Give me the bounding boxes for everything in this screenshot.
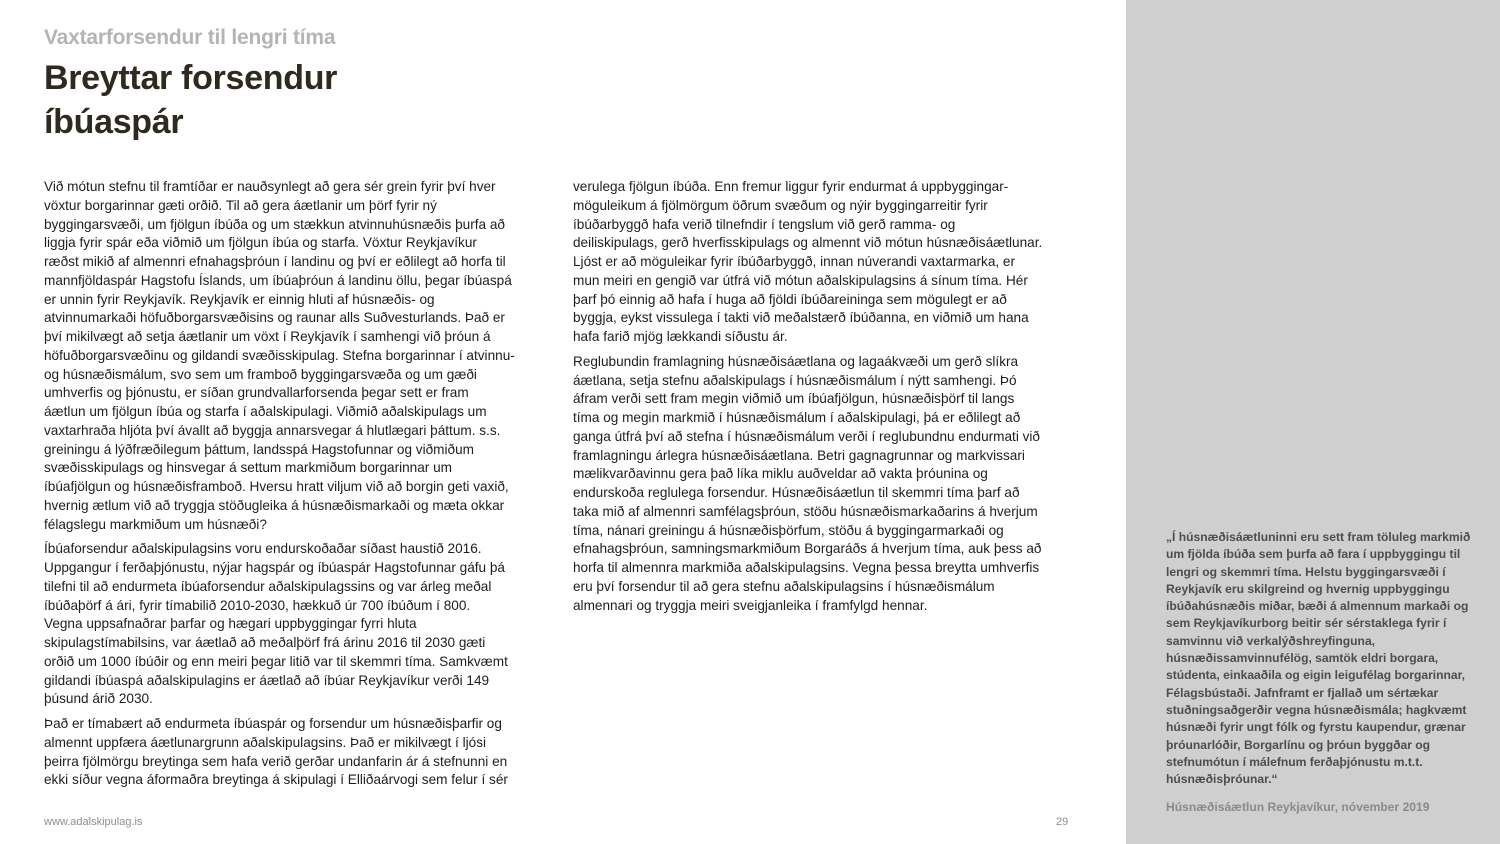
body-column-left xyxy=(44,178,540,796)
body-column-right xyxy=(573,178,1069,621)
body-paragraph: Íbúaforsendur aðalskipulagsins voru endurskoðaðar síðast haustið 2016. Uppgangur í ferðaþjónustu, nýjar hagspár og íbúaspár Hagstofunnar gáfu þá tilefni til að endurmeta íbúaforsendur aðalskipulagssins og var árleg meðal íbúðaþörf á ári, fyrir tímabilið 2010-2030, hækkuð úr 700 íbúðum í 800. Vegna uppsafnaðrar þarfar og hægari uppbyggingar fyrri hluta skipulagstímabilsins, var áætlað að meðalþörf frá árinu 2016 til 2030 gæti orðið um 1000 íbúðir og enn meiri þegar litið var til skemmri tíma. Samkvæmt gildandi íbúaspá aðalskipulagins er áætlað að íbúar Reykjavíkur verði 149 þúsund árið 2030. xyxy=(44,541,508,707)
section-kicker: Vaxtarforsendur til lengri tíma xyxy=(44,26,336,49)
body-paragraph: Við mótun stefnu til framtíðar er nauðsynlegt að gera sér grein fyrir því hver vöxtur borgarinnar gæti orðið. Til að gera áætlanir um þörf fyrir ný byggingarsvæði, um fjölgun íbúða og um stækkun atvinnuhúsnæðis þurfa að liggja fyrir spár eða viðmið um fjölgun íbúa og starfa. Vöxtur Reykjavíkur ræðst mikið af almennri efnahagsþróun í landinu og því er eðlilegt að horfa til mannfjöldaspár Hagstofu Íslands, um íbúaþróun á landinu öllu, þegar íbúaspá er unnin fyrir Reykjavík. Reykjavík er einnig hluti af húsnæðis- og atvinnumarkaði höfuðborgarsvæðisins og raunar alls Suðvesturlands. Það er því mikilvægt að setja áætlanir um vöxt í Reykjavík í samhengi við þróun á höfuðborgarsvæðinu og gildandi svæðisskipulag. Stefna borgarinnar í atvinnu- og húsnæðismálum, svo sem um framboð byggingarsvæða og um gæði umhverfis og þjónustu, er síðan grundvallarforsenda þegar sett er fram áætlun um fjölgun íbúa og starfa í aðalskipulagi. Viðmið aðalskipulags um vaxtarhraða hljóta því ávallt að byggja annarsvegar á hlutlægari þáttum. s.s. greiningu á lýðfræðilegum þáttum, landsspá Hagstofunnar og viðmiðum svæðisskipulags og hinsvegar á settum markmiðum borgarinnar um íbúafjölgun og húsnæðisframboð. Hversu hratt viljum við að borgin geti vaxið, hvernig ætlum við að tryggja stöðugleika á húsnæðismarkaði og mæta okkar félagslegu markmiðum um húsnæði? xyxy=(44,179,515,532)
quote-source: Húsnæðisáætlun Reykjavíkur, nóvember 2019 xyxy=(1166,800,1430,814)
body-paragraph: Það er tímabært að endurmeta íbúaspár og forsendur um húsnæðisþarfir og almennt uppfæra áætlunargrunn aðalskipulagsins. Það er mikilvægt í ljósi þeirra fjölmörgu breytinga sem hafa verið gerðar undanfarin ár á stefnunni en ekki síður vegna áformaðra breytinga á skipulagi í Elliðaárvogi sem felur í sér xyxy=(44,716,508,788)
body-paragraph: verulega fjölgun íbúða. Enn fremur liggur fyrir endurmat á uppbyggingar- möguleikum á fjölmörgum öðrum svæðum og nýir byggingarreitir fyrir íbúðarbyggð hafa verið tilnefndir í tengslum við gerð ramma- og deiliskipulags, gerð hverfisskipulags og almennt við mótun húsnæðisáætlunar. Ljóst er að möguleikar fyrir íbúðarbyggð, innan núverandi vaxtarmarka, er mun meiri en gengið var útfrá við mótun aðalskipulagsins á sínum tíma. Hér þarf þó einnig að hafa í huga að fjöldi íbúðareininga sem mögulegt er að byggja, eykst vissulega í takti við meðalstærð íbúðanna, en viðmið um hana hafa farið mjög lækkandi síðustu ár. xyxy=(573,179,1043,344)
page-number: 29 xyxy=(1056,816,1069,828)
pull-quote: „Í húsnæðisáætluninni eru sett fram töluleg markmið um fjölda íbúða sem þurfa að fara í uppbyggingu til lengri og skemmri tíma. Helstu byggingarsvæði í Reykjavík eru skilgreind og hvernig uppbyggingu íbúðahúsnæðis miðar, bæði á almennum markaði og sem Reykjavíkurborg beitir sér sérstaklega fyrir í samvinnu við verkalýðshreyfinguna, húsnæðissamvinnufélög, samtök eldri borgara, stúdenta, einkaaðila og eigin leigufélag borgarinnar, Félagsbústaði. Jafnframt er fjallað um sértækar stuðningsaðgerðir vegna húsnæðismála; hagkvæmt húsnæði fyrir ungt fólk og fyrstu kaupendur, grænar þróunarlóðir, Borgarlínu og þróun byggðar og stefnumótun í málefnum ferðaþjónustu m.t.t. húsnæðisþróunar.“ xyxy=(1166,530,1471,787)
footer-url[interactable]: www.adalskipulag.is xyxy=(44,816,143,828)
body-paragraph: Reglubundin framlagning húsnæðisáætlana og lagaákvæði um gerð slíkra áætlana, setja stefnu aðalskipulags í húsnæðismálum í nýtt samhengi. Þó áfram verði sett fram megin viðmið um íbúafjölgun, húsnæðisþörf til langs tíma og megin markmið í húsnæðismálum í aðalskipulagi, þá er eðlilegt að ganga útfrá því að stefna í húsnæðismálum verði í reglubundnu endurmati við framlagningu árlegra húsnæðisáætlana. Betri gagnagrunnar og markvissari mælikvarðavinnu gera það líka miklu auðveldar að vakta þróunina og endurskoða reglulega forsendur. Húsnæðisáætlun til skemmri tíma þarf að taka mið af almennri samfélagsþróun, stöðu húsnæðismarkaðarins á hverjum tíma, nánari greiningu á húsnæðisþörfum, stöðu á byggingarmarkaði og efnahagsþróun, samningsmarkmiðum Borgaráðs á hverjum tíma, auk þess að horfa til almennra markmiða aðalskipulagsins. Vegna þessa breytta umhverfis eru því forsendur til að gera stefnu aðalskipulagsins í húsnæðismálum almennari og tryggja meiri sveigjanleika í framfylgd hennar. xyxy=(573,353,1042,613)
page-title: Breyttar forsendur íbúaspár xyxy=(44,59,338,141)
